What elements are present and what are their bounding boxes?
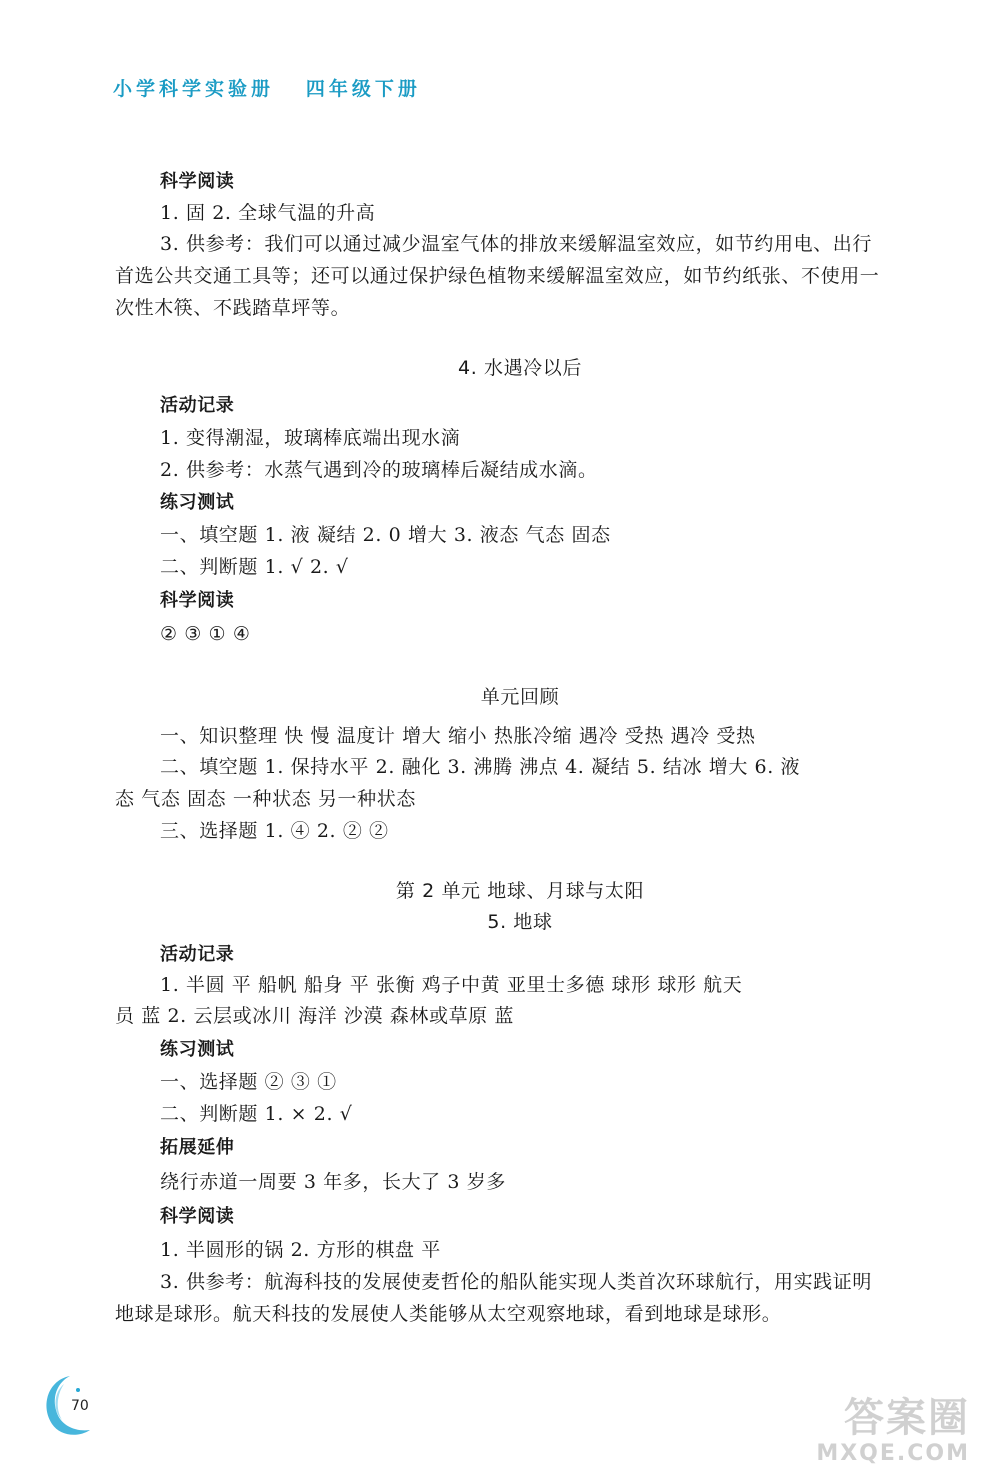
answer-line: 3. 供参考：航海科技的发展使麦哲伦的船队能实现人类首次环球航行，用实践证明 — [160, 1271, 872, 1293]
answer-line: 二、判断题 1. × 2. √ — [160, 1103, 353, 1125]
section-heading: 科学阅读 — [160, 590, 235, 611]
section-heading: 练习测试 — [160, 492, 235, 513]
answer-line: 员 蓝 2. 云层或冰川 海洋 沙漠 森林或草原 蓝 — [115, 1005, 515, 1027]
unit-review-title: 单元回顾 — [480, 686, 560, 708]
answer-line: 态 气态 固态 一种状态 另一种状态 — [115, 788, 416, 810]
answer-line: 1. 变得潮湿，玻璃棒底端出现水滴 — [160, 427, 461, 449]
page-number: 70 — [71, 1398, 89, 1414]
answer-line: 一、填空题 1. 液 凝结 2. 0 增大 3. 液态 气态 固态 — [160, 524, 611, 546]
answer-line: 1. 半圆 平 船帆 船身 平 张衡 鸡子中黄 亚里士多德 球形 球形 航天 — [160, 974, 743, 996]
answer-line: 1. 固 2. 全球气温的升高 — [160, 202, 376, 224]
answer-line: ② ③ ① ④ — [160, 623, 251, 645]
section-heading: 科学阅读 — [160, 1206, 235, 1227]
answer-line: 三、选择题 1. ④ 2. ② ② — [160, 820, 389, 842]
answer-line: 次性木筷、不践踏草坪等。 — [115, 297, 351, 319]
answer-line: 二、填空题 1. 保持水平 2. 融化 3. 沸腾 沸点 4. 凝结 5. 结冰 增大 6. 液 — [160, 756, 801, 778]
moon-swirl-icon — [38, 1370, 98, 1440]
section-heading: 科学阅读 — [160, 171, 235, 192]
book-header-title: 小学科学实验册 四年级下册 — [113, 78, 421, 100]
answer-line: 绕行赤道一周要 3 年多，长大了 3 岁多 — [160, 1171, 506, 1193]
answer-line: 3. 供参考：我们可以通过减少温室气体的排放来缓解温室效应，如节约用电、出行 — [160, 233, 872, 255]
answer-line: 一、知识整理 快 慢 温度计 增大 缩小 热胀冷缩 遇冷 受热 遇冷 受热 — [160, 725, 756, 747]
unit-title: 第 2 单元 地球、月球与太阳 — [395, 880, 645, 902]
section-heading: 活动记录 — [160, 944, 235, 965]
lesson-title: 5. 地球 — [487, 911, 553, 933]
answer-line: 1. 半圆形的锅 2. 方形的棋盘 平 — [160, 1239, 441, 1261]
watermark — [780, 1386, 980, 1466]
answer-line: 二、判断题 1. √ 2. √ — [160, 556, 349, 578]
section-heading: 拓展延伸 — [160, 1137, 235, 1158]
section-heading: 活动记录 — [160, 395, 235, 416]
answer-line: 首选公共交通工具等；还可以通过保护绿色植物来缓解温室效应，如节约纸张、不使用一 — [115, 265, 880, 287]
answer-line: 地球是球形。航天科技的发展使人类能够从太空观察地球，看到地球是球形。 — [115, 1303, 782, 1325]
watermark-url: MXQE.COM — [816, 1441, 970, 1466]
answer-line: 一、选择题 ② ③ ① — [160, 1071, 337, 1093]
answer-line: 2. 供参考：水蒸气遇到冷的玻璃棒后凝结成水滴。 — [160, 459, 598, 481]
page-number-badge — [38, 1370, 98, 1440]
section-heading: 练习测试 — [160, 1039, 235, 1060]
watermark-logo-text: 答案圈 — [844, 1395, 970, 1441]
lesson-title: 4. 水遇冷以后 — [458, 357, 582, 379]
